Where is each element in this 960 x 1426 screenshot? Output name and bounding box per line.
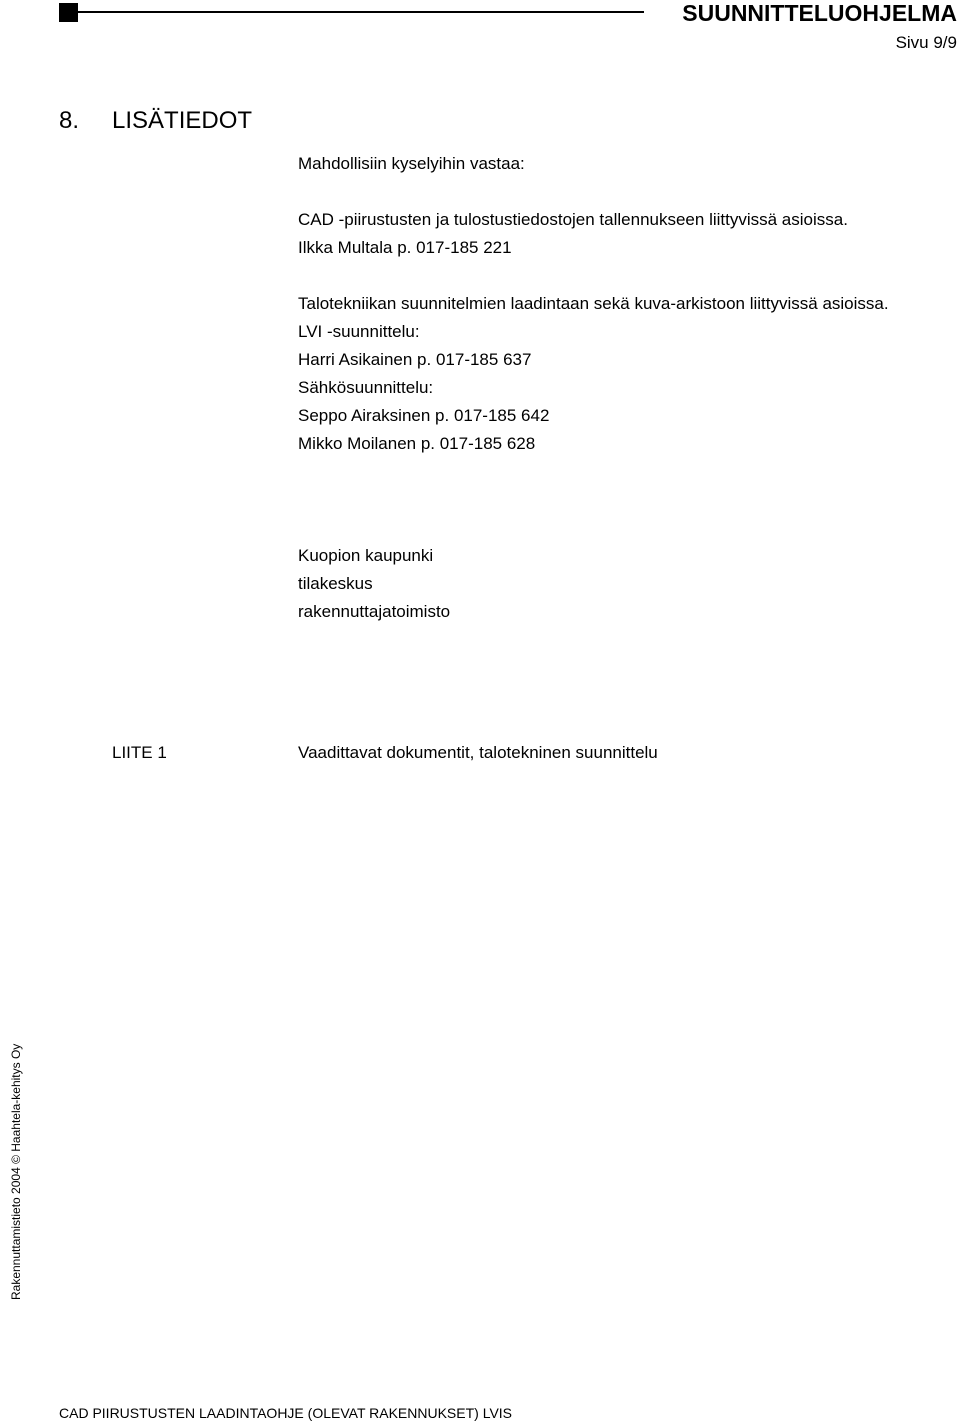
document-title: SUUNNITTELUOHJELMA bbox=[682, 0, 957, 26]
page-number: Sivu 9/9 bbox=[895, 33, 957, 52]
attachment-label: LIITE 1 bbox=[112, 743, 167, 762]
elec-label: Sähkösuunnittelu: bbox=[298, 378, 434, 397]
contact-info bbox=[298, 150, 889, 626]
side-copyright: Rakennuttamistieto 2004 © Haahtela-kehitys Oy bbox=[9, 1043, 23, 1300]
footer-text: CAD PIIRUSTUSTEN LAADINTAOHJE (OLEVAT RAKENNUKSET) LVIS bbox=[59, 1405, 513, 1421]
cad-contact: Ilkka Multala p. 017-185 221 bbox=[298, 238, 512, 257]
cad-topic: CAD -piirustusten ja tulostustiedostojen tallennukseen liittyvissä asioissa. bbox=[298, 210, 848, 229]
lvi-contact: Harri Asikainen p. 017-185 637 bbox=[298, 350, 532, 369]
org-line-1: Kuopion kaupunki bbox=[298, 546, 434, 565]
attachment-description: Vaadittavat dokumentit, talotekninen suunnittelu bbox=[298, 743, 658, 762]
header-marker-square bbox=[59, 3, 78, 22]
section-heading bbox=[59, 107, 252, 135]
elec-contact-1: Seppo Airaksinen p. 017-185 642 bbox=[298, 406, 550, 425]
org-line-3: rakennuttajatoimisto bbox=[298, 602, 451, 621]
org-line-2: tilakeskus bbox=[298, 574, 373, 593]
tech-topic: Talotekniikan suunnitelmien laadintaan sekä kuva-arkistoon liittyvissä asioissa. bbox=[298, 294, 889, 313]
header-rule bbox=[78, 11, 644, 13]
elec-contact-2: Mikko Moilanen p. 017-185 628 bbox=[298, 434, 536, 453]
section-title: LISÄTIEDOT bbox=[112, 107, 253, 134]
lvi-label: LVI -suunnittelu: bbox=[298, 322, 420, 341]
section-number: 8. bbox=[59, 107, 80, 134]
intro-text: Mahdollisiin kyselyihin vastaa: bbox=[298, 154, 525, 173]
